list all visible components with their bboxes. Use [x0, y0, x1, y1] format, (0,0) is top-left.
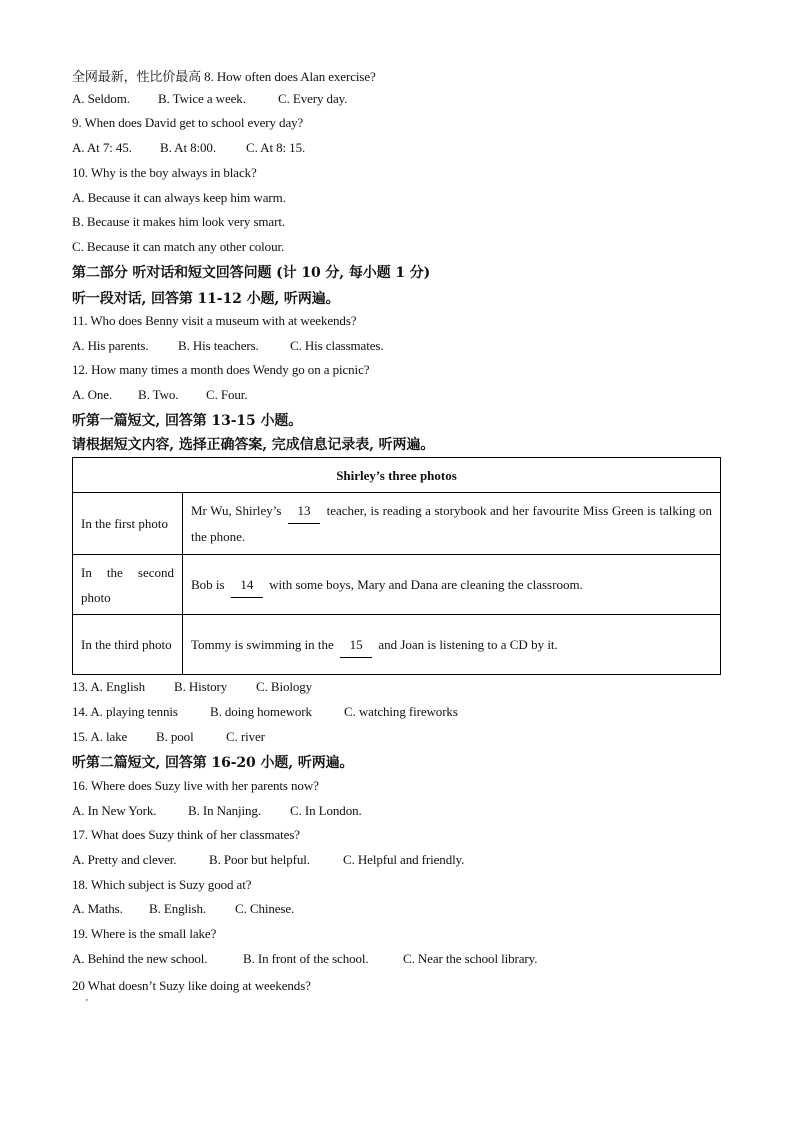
options-12 [72, 387, 247, 403]
row-content: Tommy is swimming in the 15 and Joan is listening to a CD by it. [183, 615, 721, 675]
option-a: 15. A. lake [72, 729, 128, 744]
info-record-table [72, 457, 721, 675]
options-14 [72, 704, 458, 720]
table-row [73, 493, 721, 555]
option-c: C. Every day. [278, 91, 348, 106]
passage1-instruction: 请根据短文内容, 选择正确答案, 完成信息记录表, 听两遍。 [72, 437, 435, 453]
question-17: 17. What does Suzy think of her classmates? [72, 827, 300, 842]
question-20: 20 What doesn’t Suzy like doing at weekends? [72, 978, 311, 993]
option-b: B. English. [149, 901, 207, 916]
answer-blank-15[interactable]: 15 [340, 632, 372, 658]
options-15 [72, 729, 265, 745]
row-content: Bob is 14 with some boys, Mary and Dana are cleaning the classroom. [183, 555, 721, 615]
options-9 [72, 140, 305, 156]
option-c: C. watching fireworks [344, 704, 458, 719]
option-a: A. Seldom. [72, 91, 130, 106]
promo-text: 全网最新，性比价最高 [72, 69, 202, 84]
option-b: B. doing homework [210, 704, 312, 719]
options-16 [72, 803, 362, 819]
option-a: A. Maths. [72, 901, 123, 916]
option-b: B. pool [156, 729, 194, 744]
option-a: A. Behind the new school. [72, 951, 208, 966]
option-b: B. In Nanjing. [188, 803, 261, 818]
table-row [73, 555, 721, 615]
options-19 [72, 951, 537, 967]
option-c: C. Chinese. [235, 901, 295, 916]
option-a: 14. A. playing tennis [72, 704, 178, 719]
question-8 [72, 66, 376, 85]
table-title: Shirley’s three photos [73, 458, 721, 493]
option-c: C. Because it can match any other colour. [72, 239, 285, 254]
question-18: 18. Which subject is Suzy good at? [72, 877, 252, 892]
option-a: A. One. [72, 387, 113, 402]
row-label: In the third photo [73, 615, 183, 675]
option-c: C. Helpful and friendly. [343, 852, 465, 867]
option-a: A. Because it can always keep him warm. [72, 190, 286, 205]
question-9: 9. When does David get to school every day? [72, 115, 304, 130]
option-b: B. History [174, 679, 228, 694]
option-b: B. Because it makes him look very smart. [72, 214, 285, 229]
option-c: C. In London. [290, 803, 362, 818]
passage2-heading: 听第二篇短文, 回答第 16-20 小题, 听两遍。 [72, 755, 354, 771]
option-b: B. Poor but helpful. [209, 852, 310, 867]
stray-mark: ' [86, 998, 88, 1009]
option-c: C. river [226, 729, 265, 744]
part2-heading: 第二部分 听对话和短文回答问题 (计 10 分, 每小题 1 分) [72, 265, 431, 281]
option-a: A. Pretty and clever. [72, 852, 177, 867]
option-c: C. At 8: 15. [246, 140, 306, 155]
options-18 [72, 901, 294, 917]
option-a: A. In New York. [72, 803, 157, 818]
question-16: 16. Where does Suzy live with her parents now? [72, 778, 319, 793]
option-a: A. At 7: 45. [72, 140, 132, 155]
question-text: 8. How often does Alan exercise? [204, 69, 376, 84]
options-8 [72, 91, 347, 107]
table-row [73, 615, 721, 675]
question-10: 10. Why is the boy always in black? [72, 165, 257, 180]
option-c: C. Near the school library. [403, 951, 538, 966]
row-label: In the second photo [73, 555, 183, 615]
option-c: C. Four. [206, 387, 248, 402]
answer-blank-14[interactable]: 14 [231, 572, 263, 598]
dialog-heading: 听一段对话, 回答第 11-12 小题, 听两遍。 [72, 291, 340, 307]
option-b: B. Twice a week. [158, 91, 246, 106]
option-a: A. His parents. [72, 338, 149, 353]
option-c: C. His classmates. [290, 338, 384, 353]
options-17 [72, 852, 464, 868]
option-c: C. Biology [256, 679, 313, 694]
options-11 [72, 338, 384, 354]
option-b: B. His teachers. [178, 338, 259, 353]
option-b: B. Two. [138, 387, 179, 402]
option-a: 13. A. English [72, 679, 145, 694]
row-label: In the first photo [73, 493, 183, 555]
passage1-heading: 听第一篇短文, 回答第 13-15 小题。 [72, 413, 303, 429]
options-13 [72, 679, 312, 695]
answer-blank-13[interactable]: 13 [288, 498, 320, 524]
question-11: 11. Who does Benny visit a museum with at weekends? [72, 313, 357, 328]
option-b: B. At 8:00. [160, 140, 216, 155]
question-12: 12. How many times a month does Wendy go on a picnic? [72, 362, 370, 377]
question-19: 19. Where is the small lake? [72, 926, 217, 941]
option-b: B. In front of the school. [243, 951, 369, 966]
row-content: Mr Wu, Shirley’s 13 teacher, is reading a storybook and her favourite Miss Green is talking on the phone. [183, 493, 721, 555]
